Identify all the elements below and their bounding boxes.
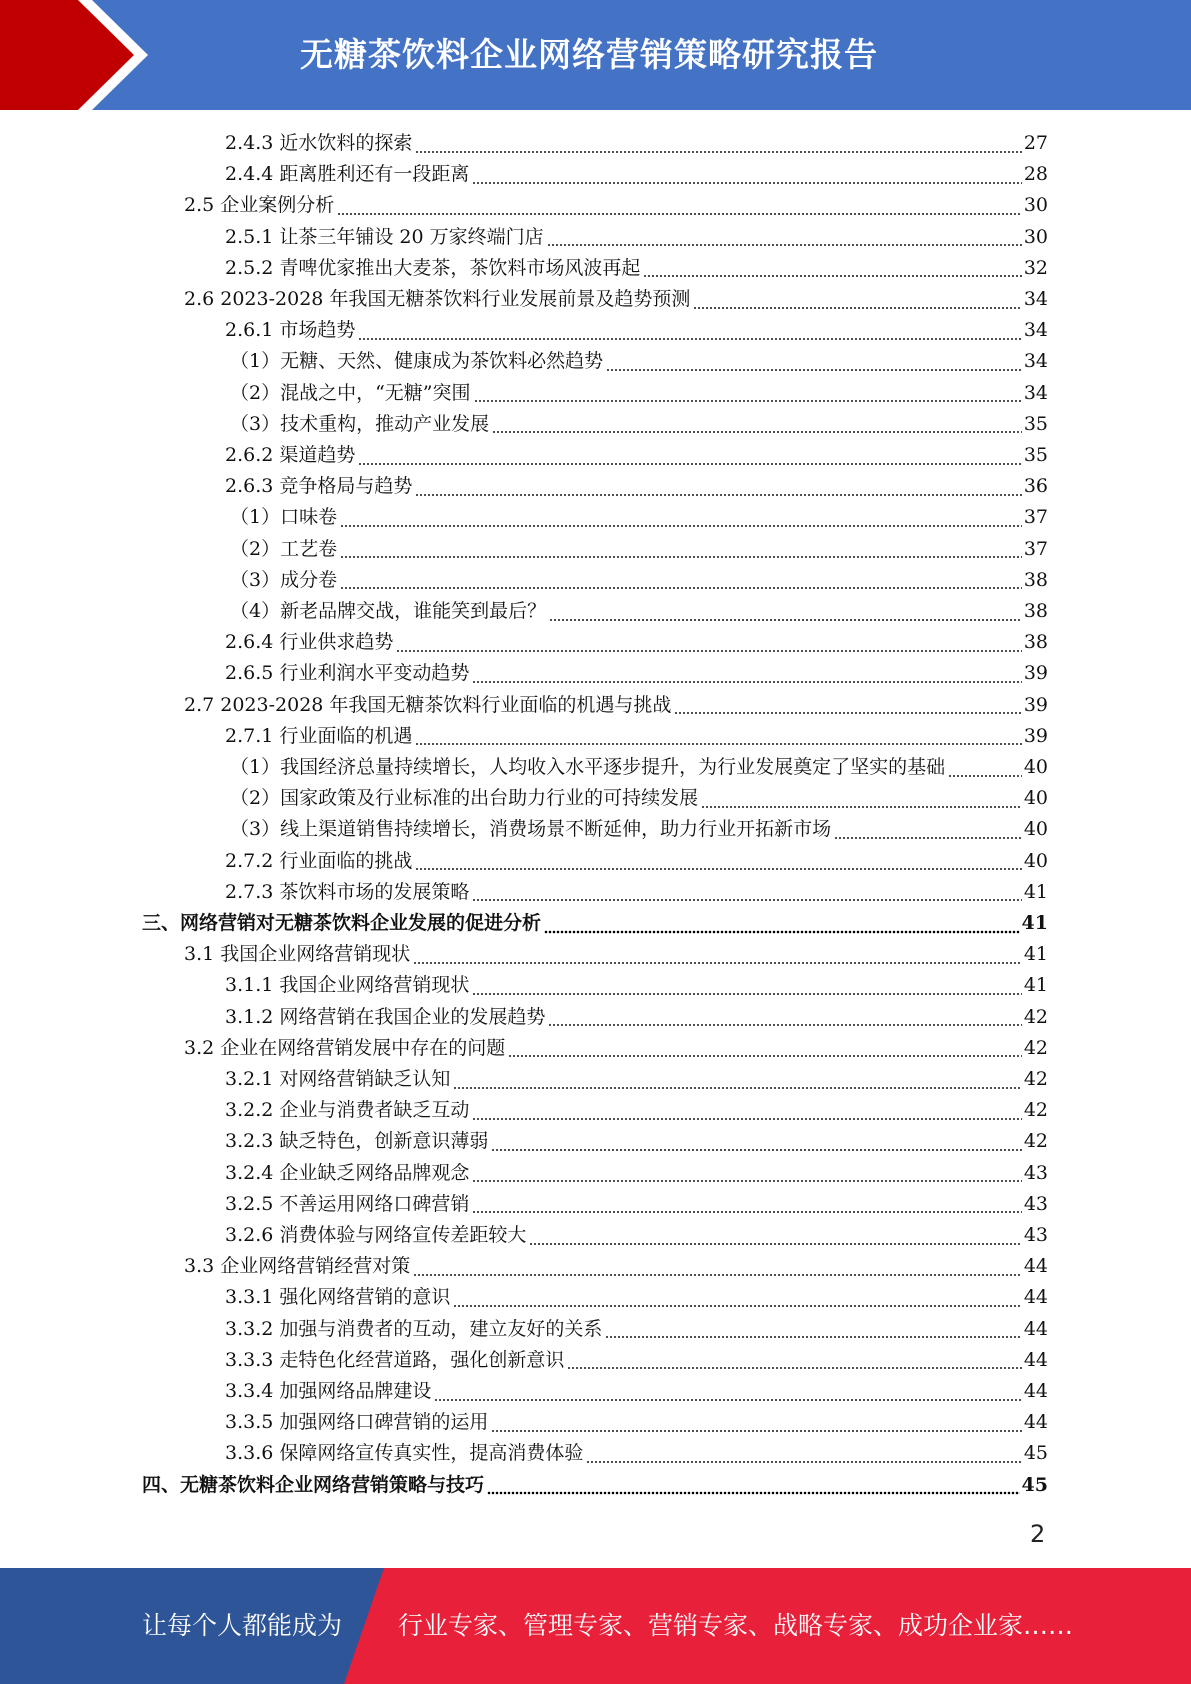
toc-entry-label: （1）口味卷 bbox=[230, 506, 338, 529]
toc-entry[interactable] bbox=[225, 1064, 1048, 1095]
toc-dot-leader bbox=[701, 803, 1022, 809]
toc-dot-leader bbox=[472, 678, 1021, 684]
toc-entry-label: （2）工艺卷 bbox=[230, 537, 338, 560]
toc-entry-page: 37 bbox=[1023, 537, 1048, 560]
toc-entry-label: 3.2.6 消费体验与网络宣传差距较大 bbox=[225, 1224, 527, 1246]
toc-entry-page: 40 bbox=[1023, 818, 1048, 841]
toc-entry-page: 38 bbox=[1023, 631, 1048, 654]
toc-entry[interactable] bbox=[225, 1095, 1048, 1126]
toc-entry-page: 42 bbox=[1023, 1130, 1048, 1153]
toc-entry-page: 38 bbox=[1023, 568, 1048, 591]
toc-entry-label: 2.5.2 青啤优家推出大麦茶，茶饮料市场风波再起 bbox=[225, 256, 641, 279]
toc-entry-label: 3.3.3 走特色化经营道路，强化创新意识 bbox=[225, 1348, 565, 1371]
toc-entry-label: 2.6.5 行业利润水平变动趋势 bbox=[225, 662, 470, 685]
toc-entry-label: 3.2.5 不善运用网络口碑营销 bbox=[225, 1192, 470, 1215]
toc-entry-page: 44 bbox=[1023, 1286, 1048, 1309]
toc-dot-leader bbox=[529, 1240, 1021, 1246]
toc-dot-leader bbox=[396, 647, 1021, 653]
toc-dot-leader bbox=[472, 179, 1021, 185]
toc-entry-page: 43 bbox=[1023, 1161, 1048, 1184]
toc-entry-label: 四、无糖茶饮料企业网络营销策略与技巧 bbox=[142, 1473, 485, 1496]
toc-entry-label: 2.6.3 竞争格局与趋势 bbox=[225, 475, 413, 498]
toc-entry[interactable] bbox=[142, 908, 1048, 939]
toc-dot-leader bbox=[643, 272, 1021, 278]
toc-dot-leader bbox=[472, 896, 1021, 902]
toc-entry-label: 2.4.4 距离胜利还有一段距离 bbox=[225, 163, 470, 186]
toc-entry-label: 3.1 我国企业网络营销现状 bbox=[184, 943, 411, 966]
toc-entry[interactable] bbox=[225, 1407, 1048, 1438]
toc-dot-leader bbox=[434, 1396, 1021, 1402]
toc-entry-label: 2.7.1 行业面临的机遇 bbox=[225, 724, 413, 747]
toc-entry[interactable] bbox=[225, 970, 1048, 1001]
toc-entry-label: 2.6.2 渠道趋势 bbox=[225, 444, 356, 466]
toc-entry-page: 36 bbox=[1023, 475, 1048, 498]
page-footer bbox=[0, 1568, 1191, 1684]
toc-dot-leader bbox=[472, 990, 1021, 996]
toc-entry-page: 34 bbox=[1023, 319, 1048, 342]
toc-dot-leader bbox=[492, 428, 1022, 434]
toc-entry-page: 42 bbox=[1023, 1005, 1048, 1028]
toc-entry-label: 3.2.2 企业与消费者缺乏互动 bbox=[225, 1099, 470, 1122]
toc-dot-leader bbox=[358, 335, 1021, 341]
toc-entry[interactable] bbox=[225, 846, 1048, 877]
toc-entry-page: 45 bbox=[1023, 1442, 1048, 1465]
toc-entry-label: 3.3.1 强化网络营销的意识 bbox=[225, 1286, 451, 1309]
header-arrow-decoration bbox=[0, 0, 160, 110]
toc-dot-leader bbox=[413, 1271, 1022, 1277]
toc-entry-page: 45 bbox=[1021, 1473, 1048, 1496]
toc-entry-label: 2.6.4 行业供求趋势 bbox=[225, 631, 394, 654]
toc-entry[interactable] bbox=[184, 1251, 1048, 1282]
toc-dot-leader bbox=[548, 1021, 1021, 1027]
toc-dot-leader bbox=[415, 148, 1021, 154]
toc-entry[interactable] bbox=[225, 471, 1048, 502]
toc-dot-leader bbox=[549, 616, 1022, 622]
toc-entry[interactable] bbox=[225, 658, 1048, 689]
toc-dot-leader bbox=[606, 366, 1022, 372]
toc-entry-label: 3.2 企业在网络营销发展中存在的问题 bbox=[184, 1036, 506, 1059]
toc-entry[interactable] bbox=[184, 284, 1048, 315]
footer-slogan-left: 让每个人都能成为 bbox=[142, 1611, 343, 1640]
toc-entry-page: 34 bbox=[1023, 288, 1048, 310]
page-number: 2 bbox=[1030, 1520, 1046, 1548]
toc-entry-page: 40 bbox=[1023, 756, 1048, 778]
toc-entry-label: 3.1.2 网络营销在我国企业的发展趋势 bbox=[225, 1005, 546, 1028]
toc-entry-label: 2.5 企业案例分析 bbox=[184, 194, 335, 217]
toc-entry-label: 3.3.2 加强与消费者的互动，建立友好的关系 bbox=[225, 1317, 603, 1340]
toc-entry-page: 44 bbox=[1023, 1255, 1048, 1278]
toc-entry-page: 41 bbox=[1023, 974, 1048, 997]
toc-dot-leader bbox=[547, 241, 1022, 247]
toc-entry-label: 2.4.3 近水饮料的探索 bbox=[225, 132, 413, 154]
toc-dot-leader bbox=[472, 1177, 1021, 1183]
toc-entry[interactable] bbox=[184, 939, 1048, 970]
toc-dot-leader bbox=[340, 553, 1022, 559]
toc-entry[interactable] bbox=[225, 1189, 1048, 1220]
toc-entry-label: 3.3 企业网络营销经营对策 bbox=[184, 1255, 411, 1278]
toc-entry-page: 41 bbox=[1023, 880, 1048, 903]
toc-dot-leader bbox=[674, 709, 1021, 715]
toc-entry[interactable] bbox=[230, 783, 1048, 814]
toc-entry[interactable] bbox=[225, 1438, 1048, 1469]
toc-entry[interactable] bbox=[184, 690, 1048, 721]
toc-entry[interactable] bbox=[230, 409, 1048, 440]
toc-entry-page: 38 bbox=[1023, 600, 1048, 622]
toc-entry-label: 2.6 2023-2028 年我国无糖茶饮料行业发展前景及趋势预测 bbox=[184, 288, 691, 310]
toc-entry-page: 42 bbox=[1023, 1099, 1048, 1122]
toc-dot-leader bbox=[586, 1458, 1021, 1464]
toc-entry[interactable] bbox=[225, 315, 1048, 346]
toc-entry-label: 2.5.1 让茶三年铺设 20 万家终端门店 bbox=[225, 225, 544, 248]
toc-entry[interactable] bbox=[184, 1033, 1048, 1064]
document-title: 无糖茶饮料企业网络营销策略研究报告 bbox=[300, 35, 878, 74]
toc-entry-label: 3.3.4 加强网络品牌建设 bbox=[225, 1380, 432, 1402]
toc-dot-leader bbox=[693, 304, 1021, 310]
toc-entry[interactable] bbox=[142, 1470, 1048, 1501]
toc-entry-page: 43 bbox=[1023, 1224, 1048, 1246]
toc-entry[interactable] bbox=[184, 190, 1048, 221]
toc-entry[interactable] bbox=[225, 1158, 1048, 1189]
toc-entry[interactable] bbox=[225, 1345, 1048, 1376]
toc-entry[interactable] bbox=[225, 222, 1048, 253]
toc-entry[interactable] bbox=[225, 159, 1048, 190]
toc-entry[interactable] bbox=[230, 752, 1048, 783]
toc-entry-label: 2.6.1 市场趋势 bbox=[225, 319, 356, 342]
toc-entry-label: 2.7.2 行业面临的挑战 bbox=[225, 849, 413, 872]
toc-entry-page: 44 bbox=[1023, 1380, 1048, 1402]
toc-entry-label: 三、网络营销对无糖茶饮料企业发展的促进分析 bbox=[142, 912, 542, 934]
toc-entry-page: 35 bbox=[1023, 444, 1048, 466]
toc-entry-label: （2）混战之中，“无糖”突围 bbox=[230, 381, 471, 404]
toc-entry[interactable] bbox=[225, 627, 1048, 658]
toc-dot-leader bbox=[358, 460, 1021, 466]
toc-entry-label: （3）线上渠道销售持续增长，消费场景不断延伸，助力行业开拓新市场 bbox=[230, 818, 832, 841]
toc-dot-leader bbox=[415, 740, 1021, 746]
toc-entry[interactable] bbox=[225, 128, 1048, 159]
toc-dot-leader bbox=[491, 1146, 1021, 1152]
toc-entry[interactable] bbox=[230, 346, 1048, 377]
footer-slogan-right: 行业专家、管理专家、营销专家、战略专家、成功企业家…… bbox=[398, 1611, 1074, 1640]
toc-entry[interactable] bbox=[225, 1376, 1048, 1407]
toc-entry-label: 3.1.1 我国企业网络营销现状 bbox=[225, 974, 470, 997]
toc-entry-page: 41 bbox=[1023, 943, 1048, 966]
toc-entry-label: 3.3.6 保障网络宣传真实性，提高消费体验 bbox=[225, 1442, 584, 1465]
toc-dot-leader bbox=[567, 1364, 1021, 1370]
toc-entry-label: （2）国家政策及行业标准的出台助力行业的可持续发展 bbox=[230, 787, 699, 810]
toc-entry-page: 34 bbox=[1023, 381, 1048, 404]
toc-entry[interactable] bbox=[225, 1220, 1048, 1251]
toc-entry-page: 40 bbox=[1023, 849, 1048, 872]
toc-entry-page: 44 bbox=[1023, 1411, 1048, 1434]
toc-entry-page: 37 bbox=[1023, 506, 1048, 529]
toc-dot-leader bbox=[453, 1084, 1021, 1090]
toc-entry[interactable] bbox=[225, 253, 1048, 284]
toc-entry-label: （4）新老品牌交战，谁能笑到最后？ bbox=[230, 600, 547, 622]
toc-dot-leader bbox=[544, 928, 1020, 934]
toc-entry-page: 39 bbox=[1023, 724, 1048, 747]
toc-entry-page: 42 bbox=[1023, 1036, 1048, 1059]
toc-entry-label: （3）技术重构，推动产业发展 bbox=[230, 412, 490, 435]
toc-dot-leader bbox=[605, 1333, 1021, 1339]
toc-entry-page: 30 bbox=[1023, 225, 1048, 248]
toc-entry[interactable] bbox=[230, 565, 1048, 596]
toc-dot-leader bbox=[948, 772, 1022, 778]
toc-entry-page: 35 bbox=[1023, 412, 1048, 435]
toc-entry[interactable] bbox=[230, 596, 1048, 627]
toc-entry[interactable] bbox=[230, 378, 1048, 409]
toc-dot-leader bbox=[415, 865, 1021, 871]
toc-entry-label: 2.7 2023-2028 年我国无糖茶饮料行业面临的机遇与挑战 bbox=[184, 693, 672, 716]
toc-dot-leader bbox=[834, 834, 1022, 840]
toc-entry-page: 42 bbox=[1023, 1068, 1048, 1090]
toc-entry[interactable] bbox=[225, 877, 1048, 908]
toc-entry-page: 30 bbox=[1023, 194, 1048, 217]
toc-entry-page: 28 bbox=[1023, 163, 1048, 186]
toc-entry[interactable] bbox=[225, 440, 1048, 471]
toc-entry[interactable] bbox=[225, 1126, 1048, 1157]
toc-entry-page: 41 bbox=[1021, 912, 1048, 934]
toc-entry-page: 44 bbox=[1023, 1317, 1048, 1340]
toc-entry-label: （3）成分卷 bbox=[230, 568, 338, 591]
toc-entry[interactable] bbox=[225, 721, 1048, 752]
toc-entry-label: 3.2.4 企业缺乏网络品牌观念 bbox=[225, 1161, 470, 1184]
toc-entry-page: 34 bbox=[1023, 350, 1048, 373]
toc-entry-page: 39 bbox=[1023, 693, 1048, 716]
toc-entry-page: 43 bbox=[1023, 1192, 1048, 1215]
toc-dot-leader bbox=[472, 1115, 1021, 1121]
toc-dot-leader bbox=[453, 1302, 1021, 1308]
toc-entry-label: 3.2.1 对网络营销缺乏认知 bbox=[225, 1068, 451, 1090]
toc-entry[interactable] bbox=[225, 1314, 1048, 1345]
toc-entry-page: 44 bbox=[1023, 1348, 1048, 1371]
toc-entry[interactable] bbox=[230, 502, 1048, 533]
toc-entry-label: 2.7.3 茶饮料市场的发展策略 bbox=[225, 880, 470, 903]
toc-dot-leader bbox=[415, 491, 1021, 497]
toc-entry[interactable] bbox=[230, 534, 1048, 565]
toc-dot-leader bbox=[340, 584, 1022, 590]
toc-entry-page: 32 bbox=[1023, 256, 1048, 279]
toc-entry[interactable] bbox=[225, 1002, 1048, 1033]
toc-entry-label: 3.3.5 加强网络口碑营销的运用 bbox=[225, 1411, 489, 1434]
toc-dot-leader bbox=[474, 397, 1022, 403]
toc-dot-leader bbox=[491, 1427, 1021, 1433]
toc-dot-leader bbox=[472, 1208, 1021, 1214]
toc-entry[interactable] bbox=[230, 814, 1048, 845]
toc-dot-leader bbox=[337, 210, 1022, 216]
toc-entry-label: （1）我国经济总量持续增长，人均收入水平逐步提升，为行业发展奠定了坚实的基础 bbox=[230, 756, 946, 778]
toc-dot-leader bbox=[413, 959, 1022, 965]
toc-entry-label: （1）无糖、天然、健康成为茶饮料必然趋势 bbox=[230, 350, 604, 373]
toc-entry-page: 39 bbox=[1023, 662, 1048, 685]
toc-entry[interactable] bbox=[225, 1282, 1048, 1313]
toc-dot-leader bbox=[487, 1489, 1020, 1495]
toc-entry-label: 3.2.3 缺乏特色，创新意识薄弱 bbox=[225, 1130, 489, 1153]
toc-entry-page: 27 bbox=[1023, 132, 1048, 154]
toc-dot-leader bbox=[508, 1052, 1022, 1058]
page-header bbox=[0, 0, 1191, 110]
toc-entry-page: 40 bbox=[1023, 787, 1048, 810]
toc-dot-leader bbox=[340, 522, 1022, 528]
